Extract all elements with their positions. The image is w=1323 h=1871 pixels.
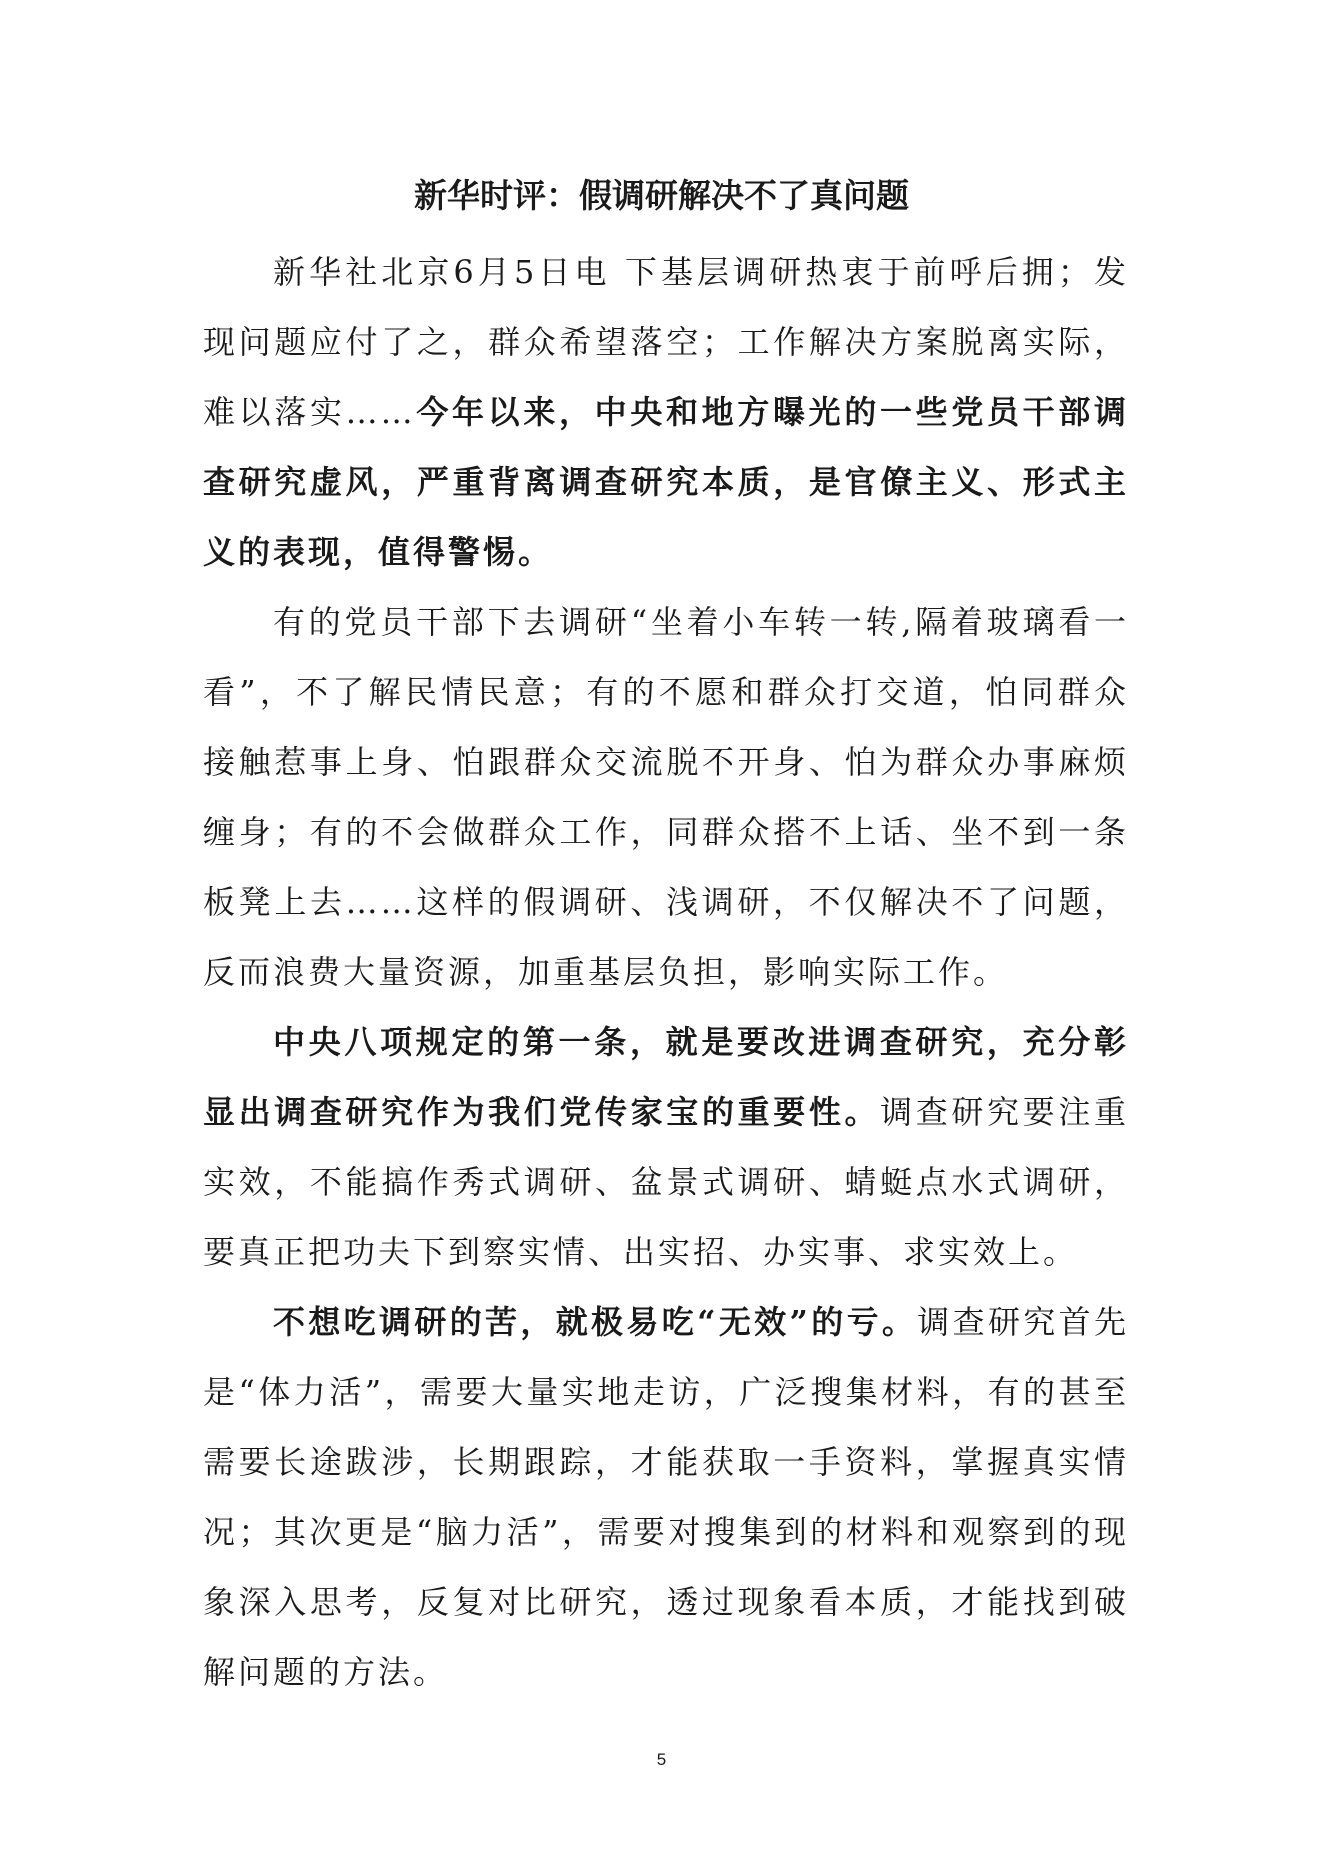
paragraph-2-text: 有的党员干部下去调研“坐着小车转一转,隔着玻璃看一看”，不了解民情民意；有的不愿和群众打交道，怕同群众接触惹事上身、怕跟群众交流脱不开身、怕为群众办事麻烦缠身；有的不会做群众工作，同群众搭不上话、坐不到一条板凳上去……这样的假调研、浅调研，不仅解决不了问题，反而浪费大量资源，加重基层负担，影响实际工作。	[203, 603, 1129, 991]
page-number: 5	[656, 1750, 667, 1769]
paragraph-4-bold-text: 不想吃调研的苦，就极易吃“无效”的亏。	[273, 1303, 918, 1341]
paragraph-1-text: 新华社北京6月5日电 下基层调研热衷于前呼后拥；发现问题应付了之，群众希望落空；工作解决方案脱离实际，难以落实……	[203, 253, 1129, 431]
paragraph-4	[203, 1287, 1129, 1707]
paragraph-1	[203, 237, 1129, 587]
paragraph-3-rest-text: 调查研究要注重实效，不能搞作秀式调研、盆景式调研、蜻蜓点水式调研，要真正把功夫下到察实情、出实招、办实事、求实效上。	[203, 1093, 1129, 1271]
paragraph-4-rest-text: 调查研究首先是“体力活”，需要大量实地走访，广泛搜集材料，有的甚至需要长途跋涉，长期跟踪，才能获取一手资料，掌握真实情况；其次更是“脑力活”，需要对搜集到的材料和观察到的现象深入思考，反复对比研究，透过现象看本质，才能找到破解问题的方法。	[203, 1303, 1129, 1691]
paragraph-2	[203, 587, 1129, 1007]
article-body	[203, 237, 1129, 1707]
paragraph-1-bold-text: 今年以来，中央和地方曝光的一些党员干部调查研究虚风，严重背离调查研究本质，是官僚主义、形式主义的表现，值得警惕。	[203, 393, 1129, 571]
paragraph-3-bold-text: 中央八项规定的第一条，就是要改进调查研究，充分彰显出调查研究作为我们党传家宝的重要性。	[203, 1023, 1129, 1131]
paragraph-3	[203, 1007, 1129, 1287]
article-title: 新华时评：假调研解决不了真问题	[414, 176, 909, 215]
